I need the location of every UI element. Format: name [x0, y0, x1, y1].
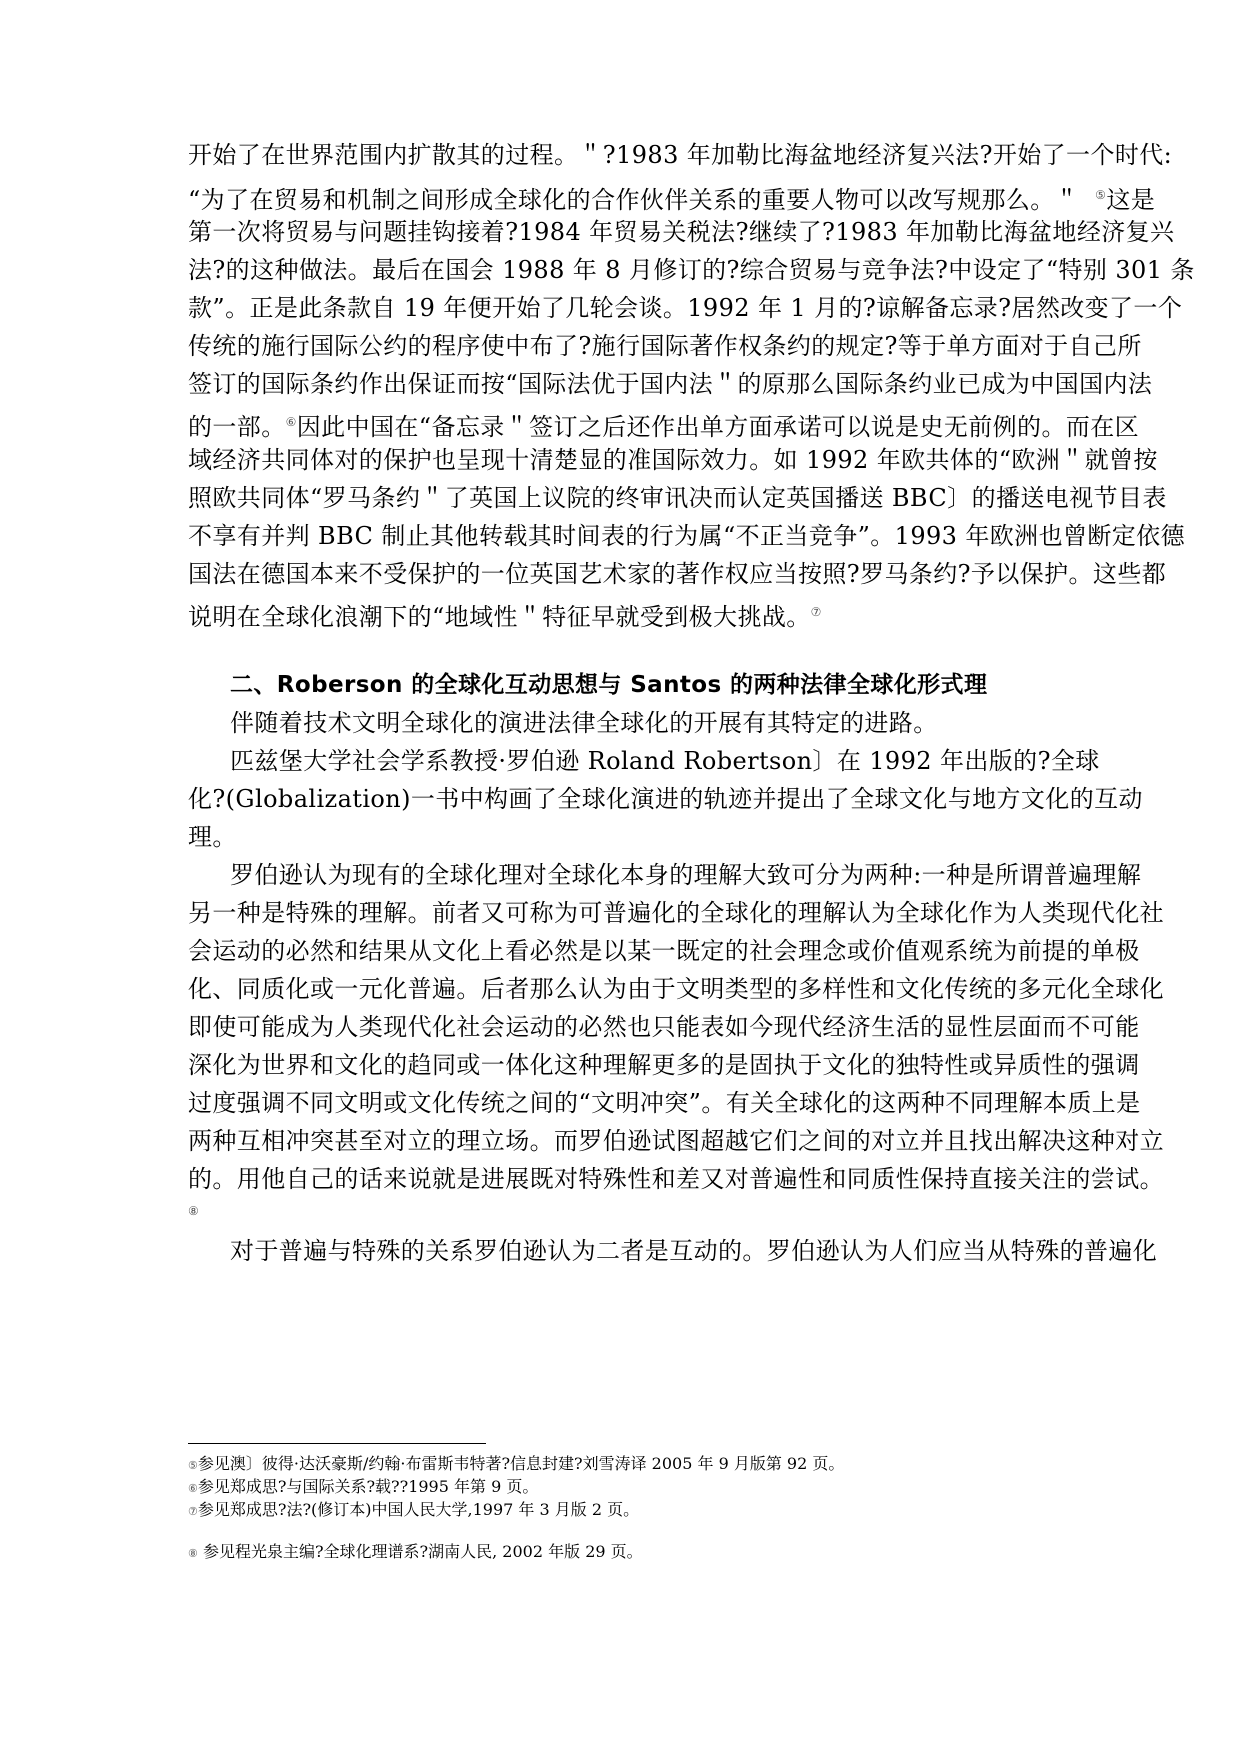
body-line: 法?的这种做法。最后在国会 1988 年 8 月修订的?综合贸易与竞争法?中设定了“特别 301 条 [188, 256, 1195, 284]
body-line: 签订的国际条约作出保证而按“国际法优于国内法＂的原那么国际条约业已成为中国国内法 [188, 370, 1153, 398]
body-line: 国法在德国本来不受保护的一位英国艺术家的著作权应当按照?罗马条约?予以保护。这些都 [188, 560, 1167, 588]
body-line: 说明在全球化浪潮下的“地域性＂特征早就受到极大挑战。⑦ [188, 603, 822, 631]
body-line: 即使可能成为人类现代化社会运动的必然也只能表如今现代经济生活的显性层面而不可能 [188, 1013, 1140, 1041]
footnote-marker: ⑥ [188, 1482, 198, 1495]
body-line: 伴随着技术文明全球化的演进法律全球化的开展有其特定的进路。 [230, 709, 938, 737]
body-text: 这是 [1106, 186, 1156, 214]
body-line: 域经济共同体对的保护也呈现十清楚显的准国际效力。如 1992 年欧共体的“欧洲＂就曾按 [188, 446, 1158, 474]
footnote-separator [188, 1443, 486, 1444]
body-line [188, 1196, 199, 1231]
footnote-marker: ⑦ [810, 605, 822, 619]
footnote-marker: ⑤ [188, 1459, 198, 1472]
body-line: 会运动的必然和结果从文化上看必然是以某一既定的社会理念或价值观系统为前提的单极 [188, 937, 1140, 965]
footnote-marker: ⑧ [188, 1204, 200, 1218]
section-heading: 二、Roberson 的全球化互动思想与 Santos 的两种法律全球化形式理 [230, 672, 988, 698]
body-line: 过度强调不同文明或文化传统之间的“文明冲突”。有关全球化的这两种不同理解本质上是 [188, 1089, 1141, 1117]
footnote: ⑦参见郑成思?法?(修订本)中国人民大学,1997 年 3 月版 2 页。 [188, 1500, 640, 1519]
body-line: 照欧共同体“罗马条约＂了英国上议院的终审讯决而认定英国播送 BBC〕的播送电视节目表 [188, 484, 1167, 512]
body-line: 的。用他自己的话来说就是进展既对特殊性和差又对普遍性和同质性保持直接关注的尝试。 [188, 1165, 1164, 1193]
body-line: 不享有并判 BBC 制止其他转载其时间表的行为属“不正当竞争”。1993 年欧洲也曾断定依德 [188, 522, 1185, 550]
footnote: ⑤参见澳〕彼得·达沃豪斯/约翰·布雷斯韦特著?信息封建?刘雪涛译 2005 年 9 月版第 92 页。 [188, 1454, 845, 1473]
body-line: 另一种是特殊的理解。前者又可称为可普遍化的全球化的理解认为全球化作为人类现代化社 [188, 899, 1164, 927]
body-line: 第一次将贸易与问题挂钩接着?1984 年贸易关税法?继续了?1983 年加勒比海盆地经济复兴 [188, 218, 1175, 246]
body-line: 深化为世界和文化的趋同或一体化这种理解更多的是固执于文化的独特性或异质性的强调 [188, 1051, 1140, 1079]
footnote-marker: ⑦ [188, 1505, 198, 1518]
footnote-marker: ⑥ [285, 415, 297, 429]
body-line: 化?(Globalization)一书中构画了全球化演进的轨迹并提出了全球文化与地方文化的互动 [188, 785, 1143, 813]
body-line: 开始了在世界范围内扩散其的过程。＂?1983 年加勒比海盆地经济复兴法?开始了一个时代: [188, 141, 1173, 169]
body-line: 化、同质化或一元化普遍。后者那么认为由于文明类型的多样性和文化传统的多元化全球化 [188, 975, 1164, 1003]
footnote-marker: ⑤ [1095, 188, 1107, 202]
body-line: 罗伯逊认为现有的全球化理对全球化本身的理解大致可分为两种:一种是所谓普遍理解 [230, 861, 1142, 889]
footnote-marker: ⑧ [188, 1547, 198, 1560]
footnote: ⑧ 参见程光泉主编?全球化理谱系?湖南人民, 2002 年版 29 页。 [188, 1542, 643, 1561]
footnote: ⑥参见郑成思?与国际关系?载??1995 年第 9 页。 [188, 1477, 539, 1496]
body-line: 的一部。⑥因此中国在“备忘录＂签订之后还作出单方面承诺可以说是史无前例的。而在区 [188, 413, 1140, 441]
body-line: 匹兹堡大学社会学系教授·罗伯逊 Roland Robertson〕在 1992 年出版的?全球 [230, 747, 1100, 775]
body-line: 对于普遍与特殊的关系罗伯逊认为二者是互动的。罗伯逊认为人们应当从特殊的普遍化 [230, 1237, 1158, 1265]
body-line: 理。 [188, 823, 237, 851]
body-line: 款”。正是此条款自 19 年便开始了几轮会谈。1992 年 1 月的?谅解备忘录?居然改变了一个 [188, 294, 1183, 322]
body-line: 两种互相冲突甚至对立的理立场。而罗伯逊试图超越它们之间的对立并且找出解决这种对立 [188, 1127, 1164, 1155]
body-line: “为了在贸易和机制之间形成全球化的合作伙伴关系的重要人物可以改写规那么。＂ ⑤这是 [188, 186, 1156, 214]
body-line: 传统的施行国际公约的程序使中布了?施行国际著作权条约的规定?等于单方面对于自己所 [188, 332, 1142, 360]
